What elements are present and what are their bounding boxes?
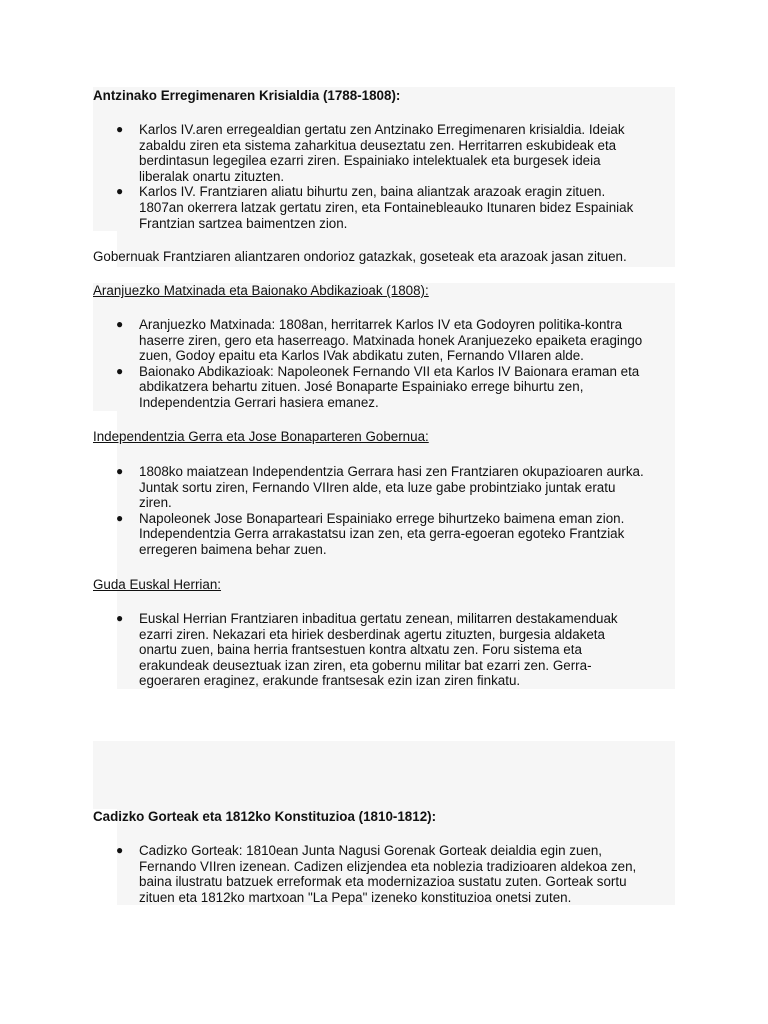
- bullet-icon: ●: [116, 184, 124, 199]
- bullet-list: [93, 317, 642, 411]
- section-heading: Independentzia Gerra eta Jose Bonaparteren Gobernua:: [93, 429, 429, 444]
- bullet-list: [93, 611, 618, 689]
- bullet-icon: ●: [116, 122, 124, 136]
- bullet-icon: ●: [116, 464, 124, 478]
- list-item: ● Aranjuezko Matxinada: 1808an, herritarrek Karlos IV eta Godoyren politika-kontra haserre ziren, gero eta haserreago. Matxinada honek Aranjuezeko epaiketa eragingo zuen, Godoy epaitu eta Karlos IVak abdikatu zuten, Fernando VIIaren alde.: [116, 317, 643, 364]
- bullet-list: [93, 464, 644, 558]
- bullet-icon: ●: [116, 510, 124, 525]
- list-item: ● Karlos IV. Frantziaren aliatu bihurtu zen, baina aliantzak arazoak eragin zituen. 1807an okerrera latzak gertatu ziren, eta Fontainebleauko Itunaren bidez Espainiak Frantzian sartzea baimentzen zion.: [116, 184, 634, 231]
- list-item: ● Cadizko Gorteak: 1810ean Junta Nagusi Gorenak Gorteak deialdia egin zuen, Fernando VIIren izenean. Cadizen elizjendea eta noblezia tradizioaren aldekoa zen, baina ilustratu batzuek erreformak eta modernizazioa sustatu zuten. Gorteak sortu zituen eta 1812ko martxoan "La Pepa" izeneko konstituzioa onetsi zuten.: [116, 843, 637, 905]
- list-item: ● 1808ko maiatzean Independentzia Gerrara hasi zen Frantziaren okupazioaren aurka. Juntak sortu ziren, Fernando VIIren alde, eta luze gabe probintziako juntak eratu ziren.: [116, 464, 644, 511]
- section-heading: Guda Euskal Herrian:: [93, 577, 222, 592]
- list-item: ● Baionako Abdikazioak: Napoleonek Fernando VII eta Karlos IV Baionara eraman eta abdikatzera behartu zituen. José Bonaparte Espainiako errege bihurtu zen, Independentzia Gerrari hasiera emanez.: [116, 363, 640, 410]
- bullet-list: [93, 122, 633, 231]
- bullet-icon: ●: [116, 611, 124, 625]
- list-item: ● Karlos IV.aren erregealdian gertatu zen Antzinako Erregimenaren krisialdia. Ideiak zabaldu ziren eta sistema zaharkitua deuseztatu zen. Herritarren eskubideak eta berdintasun legegilea ezarri ziren. Espainiako intelektualek eta burgesek ideia liberalak onartu zituzten.: [116, 122, 625, 184]
- paragraph: Gobernuak Frantziaren aliantzaren ondorioz gatazkak, goseteak eta arazoak jasan zituen.: [93, 249, 627, 264]
- section-heading: Cadizko Gorteak eta 1812ko Konstituzioa (1810-1812):: [93, 809, 437, 824]
- bullet-list: [93, 843, 636, 905]
- bullet-icon: ●: [116, 363, 124, 378]
- content-panel: [93, 741, 675, 809]
- section-heading: Aranjuezko Matxinada eta Baionako Abdikazioak (1808):: [93, 283, 429, 298]
- bullet-icon: ●: [116, 317, 124, 331]
- section-heading: Antzinako Erregimenaren Krisialdia (1788-1808):: [93, 88, 401, 103]
- list-item: ● Euskal Herrian Frantziaren inbaditua gertatu zenean, militarren destakamenduak ezarri ziren. Nekazari eta hiriek desberdinak agertu zituzten, burgesia aldaketa onartu zuen, baina herria frantsestuen kontra altxatu zen. Foru sistema eta erakundeak deuseztuak izan ziren, eta gobernu militar bat ezarri zen. Gerra- egoeraren eraginez, erakunde frantsesak ezin izan ziren finkatu.: [116, 611, 618, 689]
- bullet-icon: ●: [116, 843, 124, 857]
- list-item: ● Napoleonek Jose Bonaparteari Espainiako errege bihurtzeko baimena eman zion. Independentzia Gerra arrakastatsu izan zen, eta gerra-egoeran egoteko Frantziak erregeren baimena behar zuen.: [116, 510, 625, 557]
